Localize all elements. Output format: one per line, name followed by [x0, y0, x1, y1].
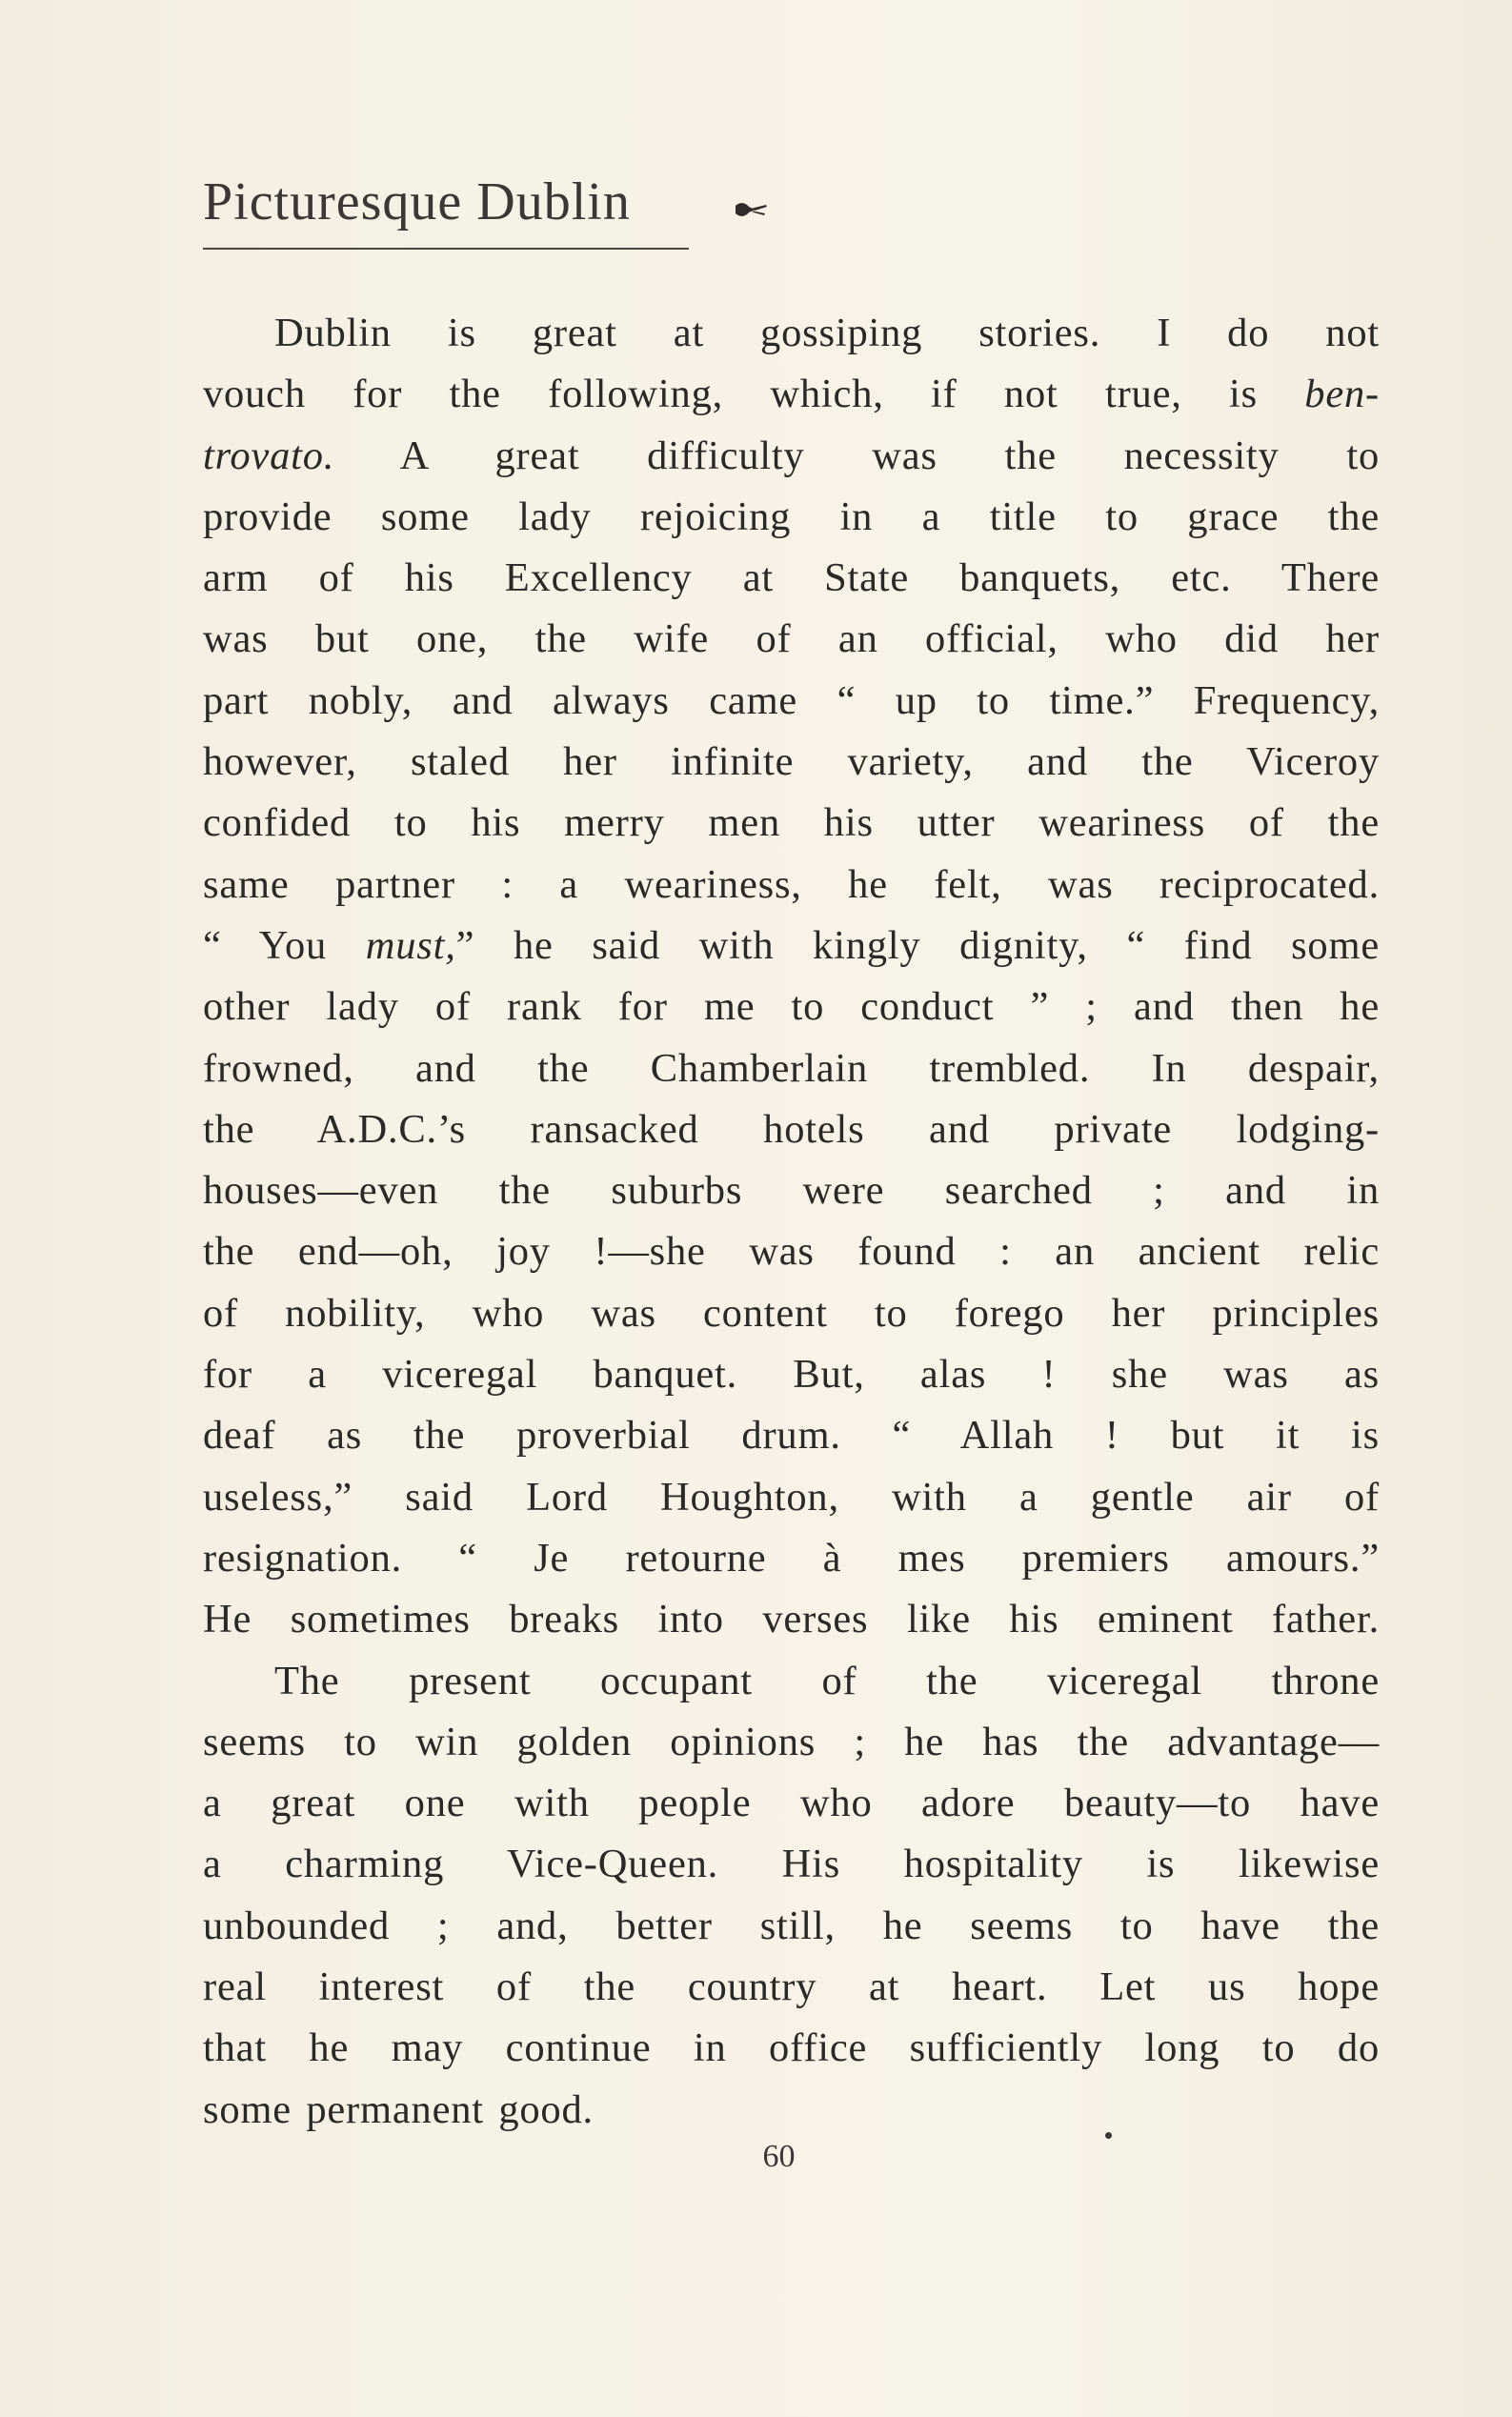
text-line: however, staled her infinite variety, and the Viceroy: [203, 739, 1380, 785]
text-line: useless,” said Lord Houghton, with a gentle air of: [203, 1474, 1380, 1520]
text-line: the end—oh, joy !—she was found : an ancient relic: [203, 1229, 1380, 1275]
text-line: other lady of rank for me to conduct ” ; and then he: [203, 984, 1380, 1030]
text-line: deaf as the proverbial drum. “ Allah ! but it is: [203, 1413, 1380, 1459]
text-line: trovato. A great difficulty was the necessity to: [203, 433, 1380, 478]
text-line: that he may continue in office sufficiently long to do: [203, 2025, 1380, 2071]
paragraph: [203, 303, 1380, 1651]
text-line: “ You must,” he said with kingly dignity, “ find some: [203, 922, 1380, 968]
text-line: frowned, and the Chamberlain trembled. In despair,: [203, 1045, 1380, 1091]
running-head: [203, 171, 689, 250]
text-line: a charming Vice-Queen. His hospitality is likewise: [203, 1842, 1380, 1887]
text-line: a great one with people who adore beauty—to have: [203, 1781, 1380, 1826]
text-line: confided to his merry men his utter weariness of the: [203, 800, 1380, 846]
text-line: He sometimes breaks into verses like his eminent father.: [203, 1597, 1380, 1642]
paragraph: [203, 1651, 1380, 2141]
body-text: [203, 303, 1380, 2141]
ink-speck: [1105, 2132, 1112, 2139]
text-line: part nobly, and always came “ up to time.” Frequency,: [203, 677, 1380, 723]
text-line: arm of his Excellency at State banquets, etc. There: [203, 555, 1380, 601]
text-line: provide some lady rejoicing in a title to grace the: [203, 493, 1380, 539]
text-line: the A.D.C.’s ransacked hotels and private lodging-: [203, 1106, 1380, 1152]
text-line: houses—even the suburbs were searched ; and in: [203, 1168, 1380, 1214]
text-line: real interest of the country at heart. Let us hope: [203, 1964, 1380, 2010]
text-line: Dublin is great at gossiping stories. I do not: [274, 311, 1380, 355]
text-line: unbounded ; and, better still, he seems to have the: [203, 1903, 1380, 1948]
running-title: Picturesque Dublin: [203, 172, 631, 232]
text-line: of nobility, who was content to forego her principles: [203, 1290, 1380, 1336]
pointing-hand-ornament-icon: [734, 198, 770, 221]
text-line: The present occupant of the viceregal throne: [274, 1658, 1380, 1703]
text-line: resignation. “ Je retourne à mes premiers amours.”: [203, 1535, 1380, 1581]
text-line: was but one, the wife of an official, who did her: [203, 616, 1380, 662]
text-line: vouch for the following, which, if not true, is ben-: [203, 372, 1380, 417]
page-number: 60: [762, 2139, 796, 2174]
text-line: some permanent good.: [203, 2086, 594, 2132]
text-line: seems to win golden opinions ; he has the advantage—: [203, 1719, 1380, 1764]
text-line: for a viceregal banquet. But, alas ! she was as: [203, 1352, 1380, 1398]
text-line: same partner : a weariness, he felt, was reciprocated.: [203, 861, 1380, 907]
